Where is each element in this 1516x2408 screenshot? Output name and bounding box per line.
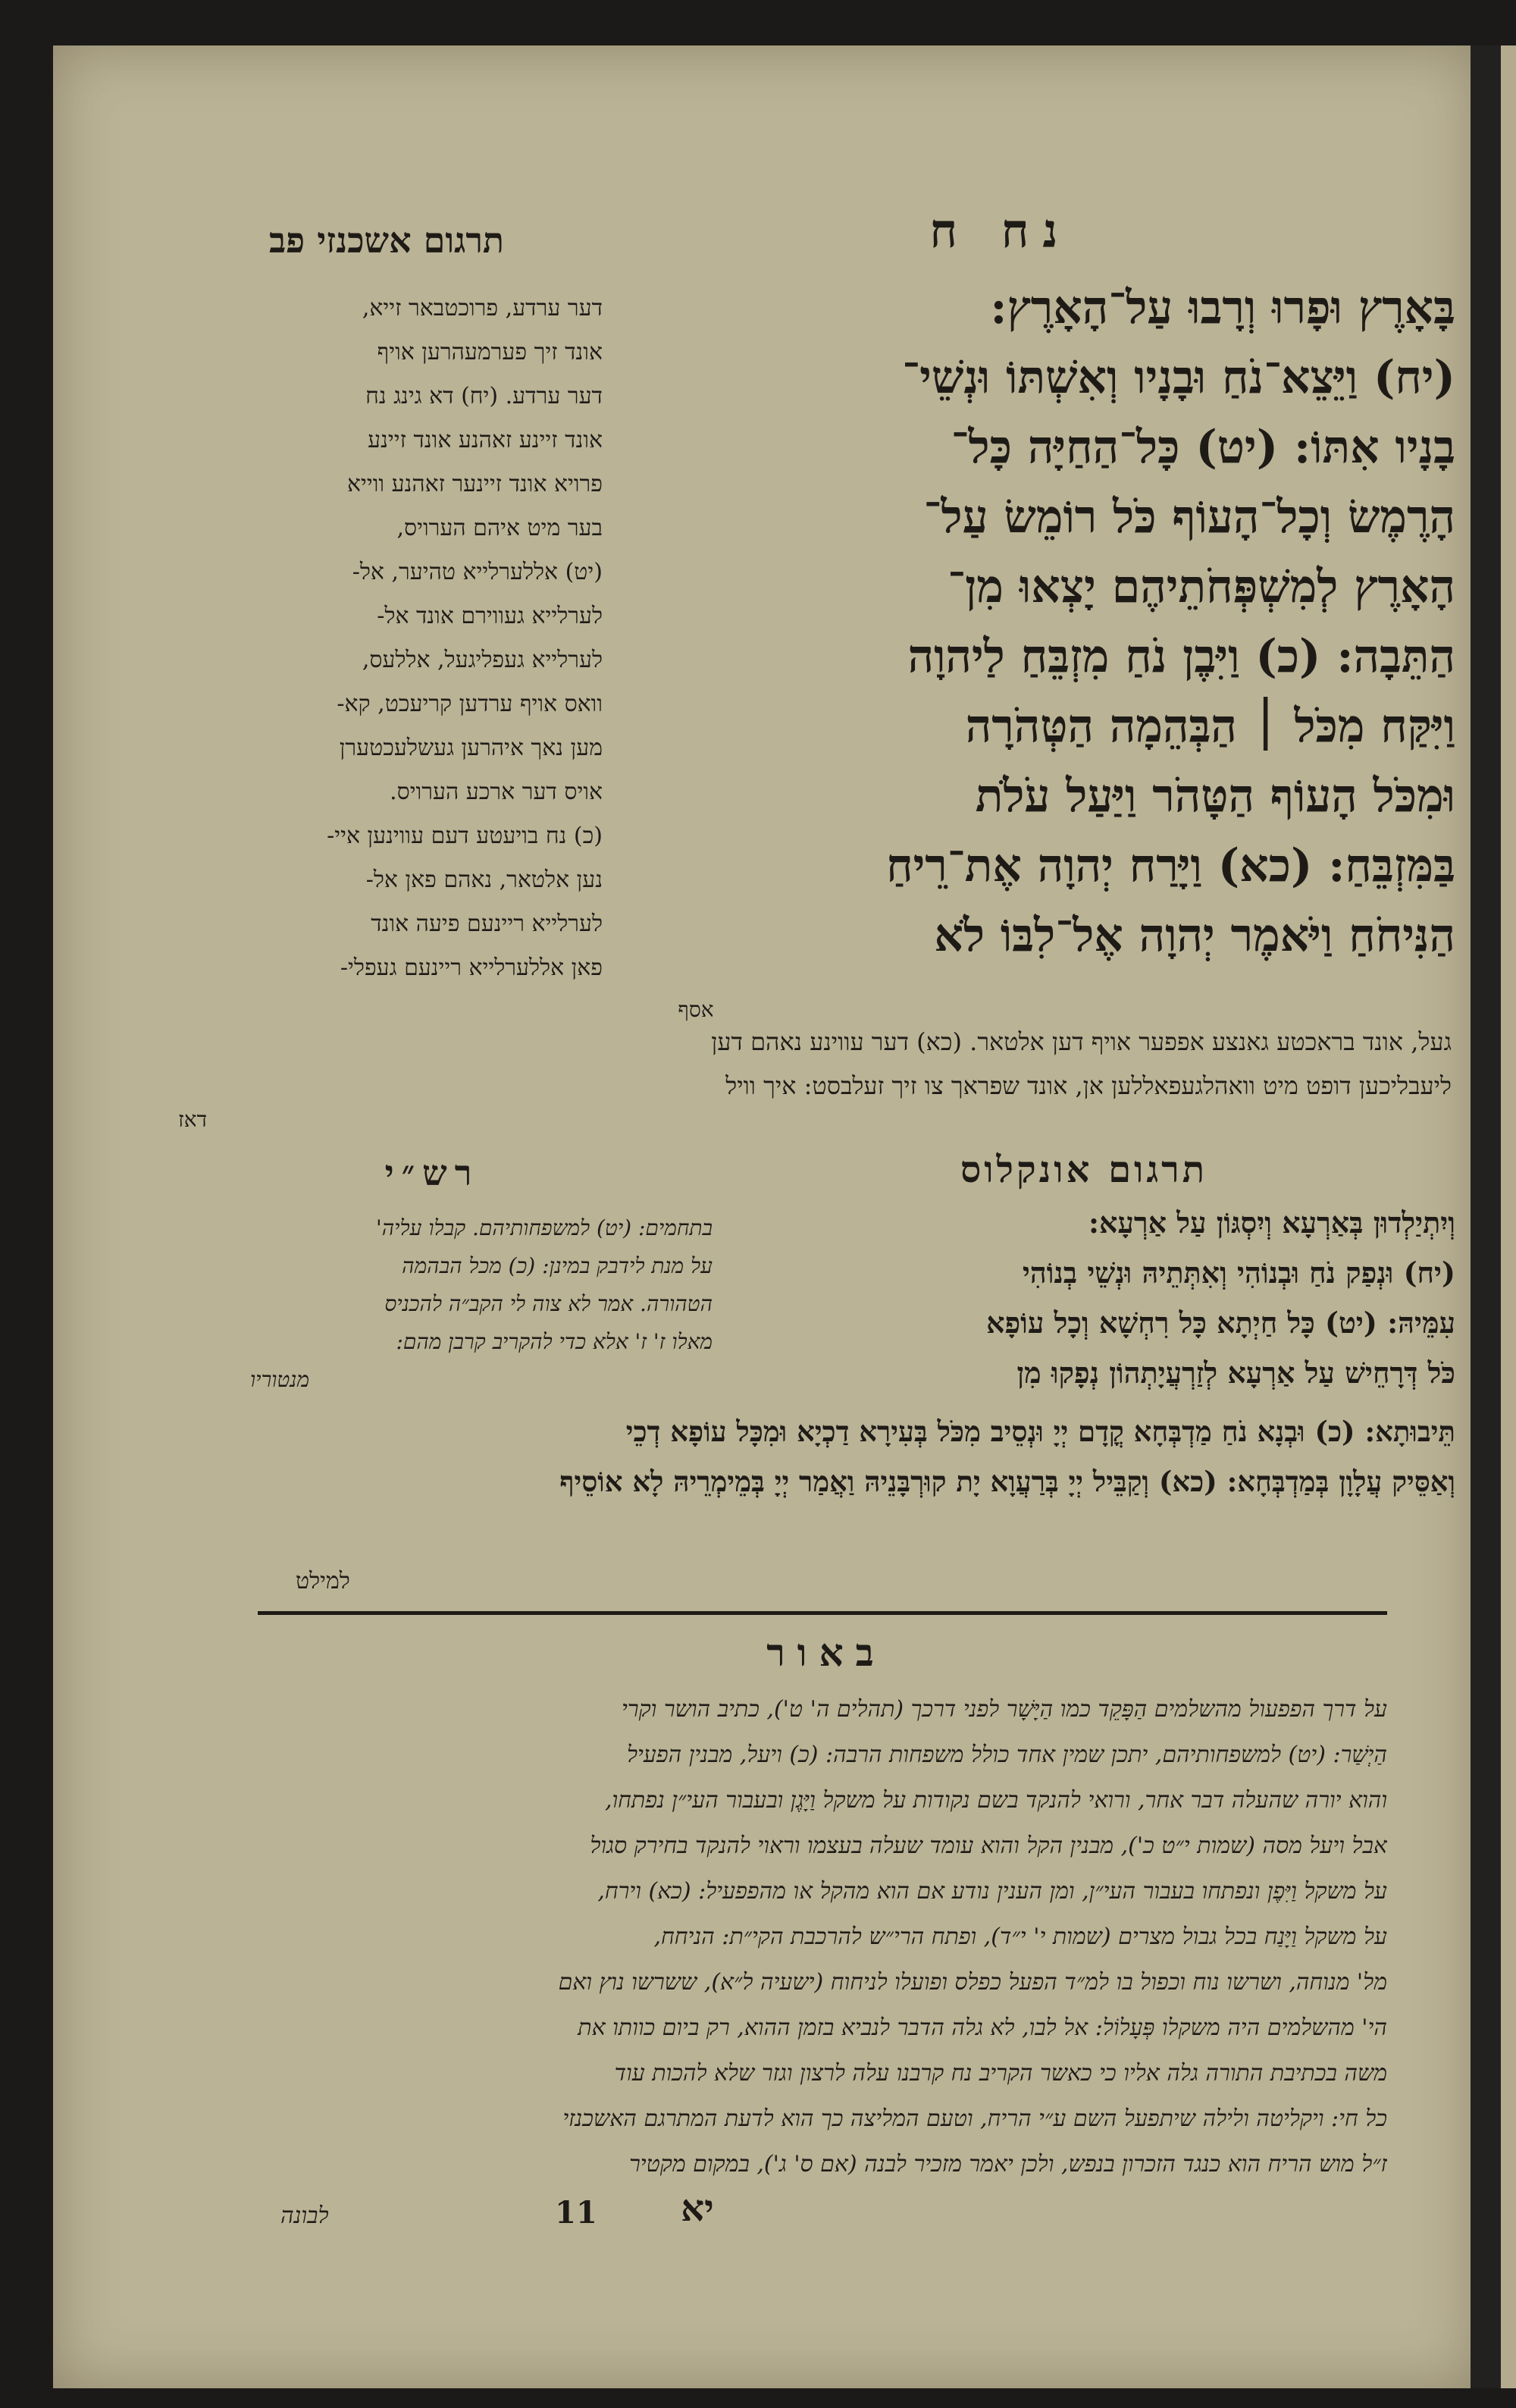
hebrew-line: בַּמִּזְבֵּחַ: (כא) וַיָּרַח יְהוָה אֶת־רֵיחַ xyxy=(886,839,1455,892)
rashi-line: הטהורה. אמר לא צוה לי הקב״ה להכניס xyxy=(384,1291,713,1316)
onkelos-line: (יח) וּנְפַק נֹחַ וּבְנוֹהִי וְאִתְּתֵיהּ וּנְשֵׁי בְנוֹהִי xyxy=(1022,1256,1455,1290)
rashi-text xyxy=(250,1209,713,1399)
onkelos-wide-line: תֵּיבוּתָא: (כ) וּבְנָא נֹחַ מַדְבְּחָא קֳדָם יְיָ וּנְסֵיב מִכֹּל בְּעִירָא דַכְיָא וּמִכָּל עוֹפָא דְכֵי xyxy=(625,1415,1455,1448)
onkelos-line: וְיִתְיַלְדוּן בְּאַרְעָא וְיִסְגּוֹן עַל אַרְעָא: xyxy=(1088,1206,1455,1240)
onkelos-text xyxy=(724,1198,1455,1398)
yiddish-line: (יט) אללערלייא טהיער, אל- xyxy=(352,559,603,585)
biur-line: משה בכתיבת התורה גלה אליו כי כאשר הקריב נח קרבנו עלה לרצון וגזר שלא להכות עוד xyxy=(614,2060,1387,2087)
biur-line: מל' מנוחה, ושרשו נוח וכפול בו למ״ד הפעל כפלס ופועלו לניחוח (ישעיה ל״א), ששרשו נוץ ואם xyxy=(558,1969,1387,1996)
yiddish-line: (כ) נח בויעטע דעם עווינען איי- xyxy=(327,823,603,849)
section-divider xyxy=(258,1611,1387,1615)
biur-line: כל חי: ויקליטה ולילה שיתפעל השם ע״י הריח, וטעם המליצה כך הוא לדעת המתרגם האשכנזי xyxy=(562,2105,1387,2132)
yiddish-wide-lines xyxy=(178,1020,1452,1108)
hebrew-main-text xyxy=(637,273,1455,970)
header-right-title: נח ח xyxy=(929,203,1072,259)
yiddish-line: מען נאך איהרען געשלעכטערן xyxy=(339,735,603,761)
hebrew-line: בָנָיו אִתּוֹ: (יט) כָּל־הַחַיָּה כָּל־ xyxy=(951,421,1455,474)
hebrew-line: הָרֶמֶשׂ וְכָל־הָעוֹף כֹּל רוֹמֵשׂ עַל־ xyxy=(923,491,1455,544)
page-number: 11 xyxy=(555,2195,597,2231)
yiddish-line: נען אלטאר, נאהם פאן אל- xyxy=(365,867,603,893)
biur-line: על דרך הפפעול מהשלמים הַפָּקֵד כמו הַיָּשָׁר לפני דרכך (תהלים ה' ט'), כתיב הושר וקרי xyxy=(621,1696,1387,1723)
hebrew-line: וּמִכֹּל הָעוֹף הַטָּהֹר וַיַּעַל עֹלֹת xyxy=(975,770,1455,823)
rashi-line: מאלו ז' ז' אלא כדי להקריב קרבן מהם: xyxy=(396,1329,713,1354)
onkelos-wide-line: וְאַסֵּיק עֲלָוָן בְּמַדְבְּחָא: (כא) וְקַבֵּיל יְיָ בְּרַעֲוָא יָת קוּרְבָּנֵיהּ וַאֲמַר יְיָ בְּמֵימְרֵיהּ לָא אוֹסֵיף xyxy=(559,1465,1455,1498)
yiddish-translation-column xyxy=(178,287,603,990)
hebrew-line: (יח) וַיֵּצֵא־נֹחַ וּבָנָיו וְאִשְׁתּוֹ וּנְשֵׁי־ xyxy=(902,351,1455,404)
yiddish-line: לערלייא ריינעם פיעה אונד xyxy=(371,911,603,937)
yiddish-line: וואס אויף ערדען קריעכט, קא- xyxy=(337,691,603,717)
hebrew-line: הַנִּיחֹחַ וַיֹּאמֶר יְהוָה אֶל־לִבּוֹ לֹא xyxy=(934,909,1455,962)
rashi-line: על מנת לידבק במינן: (כ) מכל הבהמה xyxy=(402,1253,713,1278)
rashi-title: רש״י xyxy=(384,1152,480,1193)
biur-line: הַיְשַׁר: (יט) למשפחותיהם, יתכן שמין אחד כולל משפחות הרבה: (כ) ויעל, מבנין הפעיל xyxy=(627,1742,1387,1768)
signature-mark: יא xyxy=(681,2187,714,2230)
yiddish-line: בער מיט איהם הערויס, xyxy=(396,515,603,541)
biur-line: ז״ל מוש הריח הוא כנגד הזכרון בנפש, ולכן יאמר מזכיר לבנה (אם ס' ג'), במקום מקטיר xyxy=(629,2151,1387,2178)
hebrew-line: הַתֵּבָה: (כ) וַיִּבֶן נֹחַ מִזְבֵּחַ לַיהוָה xyxy=(907,630,1455,683)
rashi-line: מנטוריו xyxy=(250,1367,310,1392)
biur-line: והוא יורה שהעלה דבר אחר, ורואי להנקד בשם נקודות על משקל וַיָּגֶן ובעבור העי״ן נפתחו, xyxy=(604,1787,1387,1814)
biur-line: על משקל וַיָּנַח בכל גבול מצרים (שמות י' י״ד), ופתח הרי״ש להרכבת הקי״ת: הניחח, xyxy=(653,1924,1387,1950)
yiddish-line: דער ערדע, פרוכטבאר זייא, xyxy=(362,295,603,321)
hebrew-line: וַיִּקַּח מִכֹּל ׀ הַבְּהֵמָה הַטְּהֹרָה xyxy=(965,700,1455,753)
yiddish-catchword: דאז xyxy=(178,1107,208,1132)
hebrew-line: בָּאָרֶץ וּפָרוּ וְרָבוּ עַל־הָאָרֶץ: xyxy=(990,281,1455,334)
yiddish-line: פאן אללערלייא ריינעם געפלי- xyxy=(340,955,603,981)
margin-note: אסף xyxy=(678,997,714,1022)
onkelos-line: כֹּל דְּרָחֵישׁ עַל אַרְעָא לְזַרְעֲיָתְהוֹן נְפָקוּ מִן xyxy=(1016,1356,1455,1390)
hebrew-line: הָאָרֶץ לְמִשְׁפְּחֹתֵיהֶם יָצְאוּ מִן־ xyxy=(948,560,1455,613)
yiddish-line: פרויא אונד זיינער זאהנע ווייא xyxy=(346,471,603,497)
onkelos-title: תרגום אונקלוס xyxy=(960,1149,1208,1191)
yiddish-wide-line: געל, אונד בראכטע גאנצע אפפער אויף דען אלטאר. (כא) דער עווינע נאהם דען xyxy=(711,1027,1452,1056)
biur-catchword: לבונה xyxy=(280,2203,329,2229)
yiddish-line: לערלייא געפליגעל, אללעס, xyxy=(362,647,603,673)
rashi-line: בתחמים: (יט) למשפחותיהם. קבלו עליה' xyxy=(376,1215,713,1240)
header-left-title: תרגום אשכנזי פב xyxy=(269,220,504,261)
yiddish-line: לערלייא געווירם אונד אל- xyxy=(377,603,603,629)
biur-line: אבל ויעל מסה (שמות י״ט כ'), מבנין הקל והוא עומד שעלה בעצמו וראוי להנקד בחירק סגול xyxy=(590,1833,1387,1859)
biur-text xyxy=(250,1687,1387,2187)
yiddish-line: אונד זיך פערמעהרען אויף xyxy=(377,339,603,365)
yiddish-line: אויס דער ארכע הערויס. xyxy=(390,779,603,805)
onkelos-wide-text xyxy=(182,1406,1455,1507)
adjacent-page-edge xyxy=(1501,45,1516,2388)
yiddish-line: דער ערדע. (יח) דא גינג נח xyxy=(365,383,603,409)
yiddish-wide-line: ליעבליכען דופט מיט וואהלגעפאללען אן, אונד שפראך צו זיך זעלבסט: איך וויל xyxy=(725,1071,1452,1100)
onkelos-catchword: למילט xyxy=(296,1568,350,1594)
biur-title: באור xyxy=(766,1630,886,1675)
biur-line: על משקל וַיִּפֶן ונפתחו בעבור העי״ן, ומן הענין נודע אם הוא מהקל או מהפפעיל: (כא) וירח, xyxy=(597,1878,1387,1905)
onkelos-line: עִמֵּיהּ: (יט) כָּל חַיְתָא כָּל רִחְשָׁא וְכָל עוֹפָא xyxy=(986,1306,1455,1340)
biur-line: הי' מהשלמים היה משקלו פְּעָלוֹל: אל לבו, לא גלה הדבר לנביא בזמן ההוא, רק ביום כוותו את xyxy=(578,2015,1387,2041)
yiddish-line: אונד זיינע זאהנע אונד זיינע xyxy=(368,427,603,453)
